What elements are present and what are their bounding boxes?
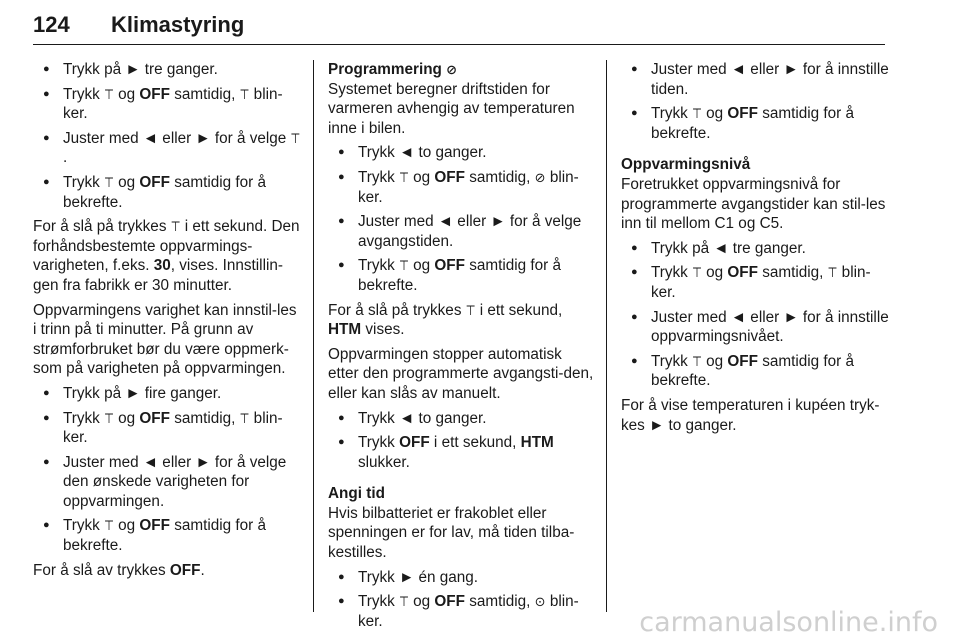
left-arrow-icon: ◄ bbox=[399, 409, 415, 427]
step-list bbox=[328, 568, 596, 632]
left-arrow-icon: ◄ bbox=[142, 453, 159, 471]
page-number: 124 bbox=[33, 12, 70, 37]
paragraph: Oppvarmingen stopper automatisk etter den programmerte avgangsti-den, eller kan slås av manuelt. bbox=[328, 345, 594, 402]
list-item: ● Trykk ꔋ og OFF samtidig, ꔋ blin-ker. bbox=[33, 409, 301, 448]
column-1 bbox=[33, 60, 301, 585]
step-list bbox=[33, 384, 301, 556]
step-list bbox=[33, 60, 301, 212]
heater-icon: ꔋ bbox=[104, 86, 114, 102]
list-item: ● Trykk ꔋ og OFF samtidig, ꔋ blin-ker. bbox=[621, 263, 889, 302]
list-item: ● Juster med ◄ eller ► for å velge avgangstiden. bbox=[328, 212, 596, 251]
right-arrow-icon: ► bbox=[195, 453, 211, 471]
list-item: ● Trykk ◄ to ganger. bbox=[328, 143, 596, 163]
step-list bbox=[328, 143, 596, 295]
left-arrow-icon: ◄ bbox=[713, 239, 729, 257]
right-arrow-icon: ► bbox=[783, 61, 799, 78]
heater-icon: ꔋ bbox=[692, 265, 702, 281]
heater-icon: ꔋ bbox=[692, 106, 702, 122]
heater-icon: ꔋ bbox=[170, 219, 181, 235]
list-item: ● Trykk ꔋ og OFF samtidig for å bekrefte. bbox=[33, 173, 301, 212]
paragraph: For å slå på trykkes ꔋ i ett sekund, HTM vises. bbox=[328, 301, 563, 339]
step-list bbox=[621, 60, 889, 143]
heater-icon: ꔋ bbox=[399, 169, 409, 185]
paragraph: For å slå på trykkes ꔋ i ett sekund. Den forhåndsbestemte oppvarmings-varigheten, f.eks. 30, vises. Innstillin-gen fra fabrikk er 30 minutter. bbox=[33, 218, 300, 294]
paragraph: For å slå av trykkes OFF. bbox=[33, 561, 205, 579]
list-item: ● Trykk ► én gang. bbox=[328, 568, 596, 588]
page-header bbox=[33, 6, 885, 45]
list-item: ● Juster med ◄ eller ► for å velge ꔋ. bbox=[33, 129, 301, 168]
column-divider bbox=[606, 60, 607, 612]
watermark: carmanualsonline.info bbox=[639, 607, 938, 638]
paragraph: Systemet beregner driftstiden for varmeren avhengig av temperaturen inne i bilen. bbox=[328, 80, 575, 137]
clock-icon: ⊙ bbox=[534, 594, 546, 610]
list-item: ● Juster med ◄ eller ► for å innstille oppvarmingsnivået. bbox=[621, 308, 889, 347]
page-title: Klimastyring bbox=[111, 12, 245, 37]
right-arrow-icon: ► bbox=[125, 384, 141, 402]
heater-icon: ꔋ bbox=[239, 86, 250, 102]
paragraph: Foretrukket oppvarmingsnivå for programmerte avgangstider kan stil-les inn til mellom C1 og C5. bbox=[621, 175, 886, 233]
heater-icon: ꔋ bbox=[465, 302, 476, 318]
paragraph: For å vise temperaturen i kupéen tryk-kes ► to ganger. bbox=[621, 396, 880, 434]
timer-icon: ⊘ bbox=[446, 62, 458, 77]
right-arrow-icon: ► bbox=[195, 129, 211, 147]
paragraph: Hvis bilbatteriet er frakoblet eller spenningen er for lav, må tiden tilba-kestilles. bbox=[328, 504, 575, 562]
section-heading: Angi tid bbox=[328, 485, 385, 503]
list-item: ● Trykk ꔋ og OFF samtidig, ꔋ blin-ker. bbox=[33, 85, 301, 124]
left-arrow-icon: ◄ bbox=[730, 61, 747, 78]
heater-icon: ꔋ bbox=[827, 265, 838, 281]
list-item: ● Trykk ◄ to ganger. bbox=[328, 409, 596, 429]
list-item: ● Trykk på ► fire ganger. bbox=[33, 384, 301, 404]
heater-icon: ꔋ bbox=[399, 258, 409, 274]
right-arrow-icon: ► bbox=[125, 61, 141, 78]
heater-icon: ꔋ bbox=[692, 353, 702, 369]
right-arrow-icon: ► bbox=[490, 213, 506, 231]
list-item: ● Trykk på ◄ tre ganger. bbox=[621, 239, 889, 259]
list-item: ● Trykk ꔋ og OFF samtidig for å bekrefte. bbox=[621, 104, 889, 143]
left-arrow-icon: ◄ bbox=[730, 308, 747, 326]
left-arrow-icon: ◄ bbox=[437, 213, 454, 231]
column-3 bbox=[621, 60, 889, 440]
list-item: ● Juster med ◄ eller ► for å innstille tiden. bbox=[621, 60, 889, 99]
step-list bbox=[328, 409, 596, 473]
section-heading: Programmering ⊘ bbox=[328, 61, 458, 78]
list-item: ● Trykk ꔋ og OFF samtidig, ⊘ blin-ker. bbox=[328, 168, 596, 207]
heater-icon: ꔋ bbox=[399, 594, 409, 610]
list-item: ● Trykk på ► tre ganger. bbox=[33, 60, 301, 80]
section-heading: Oppvarmingsnivå bbox=[621, 156, 751, 174]
list-item: ● Trykk ꔋ og OFF samtidig for å bekrefte. bbox=[621, 352, 889, 391]
timer-icon: ⊘ bbox=[534, 169, 546, 185]
list-item: ● Juster med ◄ eller ► for å velge den ønskede varigheten for oppvarmingen. bbox=[33, 453, 301, 512]
list-item: ● Trykk ꔋ og OFF samtidig, ⊙ blin-ker. bbox=[328, 592, 596, 631]
list-item: ● Trykk OFF i ett sekund, HTM slukker. bbox=[328, 433, 596, 472]
paragraph: Oppvarmingens varighet kan innstil-les i trinn på ti minutter. På grunn av strømforbruket bør du være oppmerk-som på varigheten på oppvarmingen. bbox=[33, 301, 297, 378]
heater-icon: ꔋ bbox=[104, 174, 114, 190]
left-arrow-icon: ◄ bbox=[399, 144, 415, 162]
left-arrow-icon: ◄ bbox=[142, 129, 159, 147]
list-item: ● Trykk ꔋ og OFF samtidig for å bekrefte. bbox=[328, 256, 596, 295]
right-arrow-icon: ► bbox=[649, 416, 665, 434]
right-arrow-icon: ► bbox=[783, 308, 799, 326]
heater-icon: ꔋ bbox=[290, 130, 301, 146]
column-divider bbox=[313, 60, 314, 612]
column-2 bbox=[328, 60, 596, 636]
heater-icon: ꔋ bbox=[104, 518, 114, 534]
step-list bbox=[621, 239, 889, 391]
heater-icon: ꔋ bbox=[239, 410, 250, 426]
list-item: ● Trykk ꔋ og OFF samtidig for å bekrefte. bbox=[33, 516, 301, 555]
right-arrow-icon: ► bbox=[399, 568, 415, 586]
heater-icon: ꔋ bbox=[104, 410, 114, 426]
